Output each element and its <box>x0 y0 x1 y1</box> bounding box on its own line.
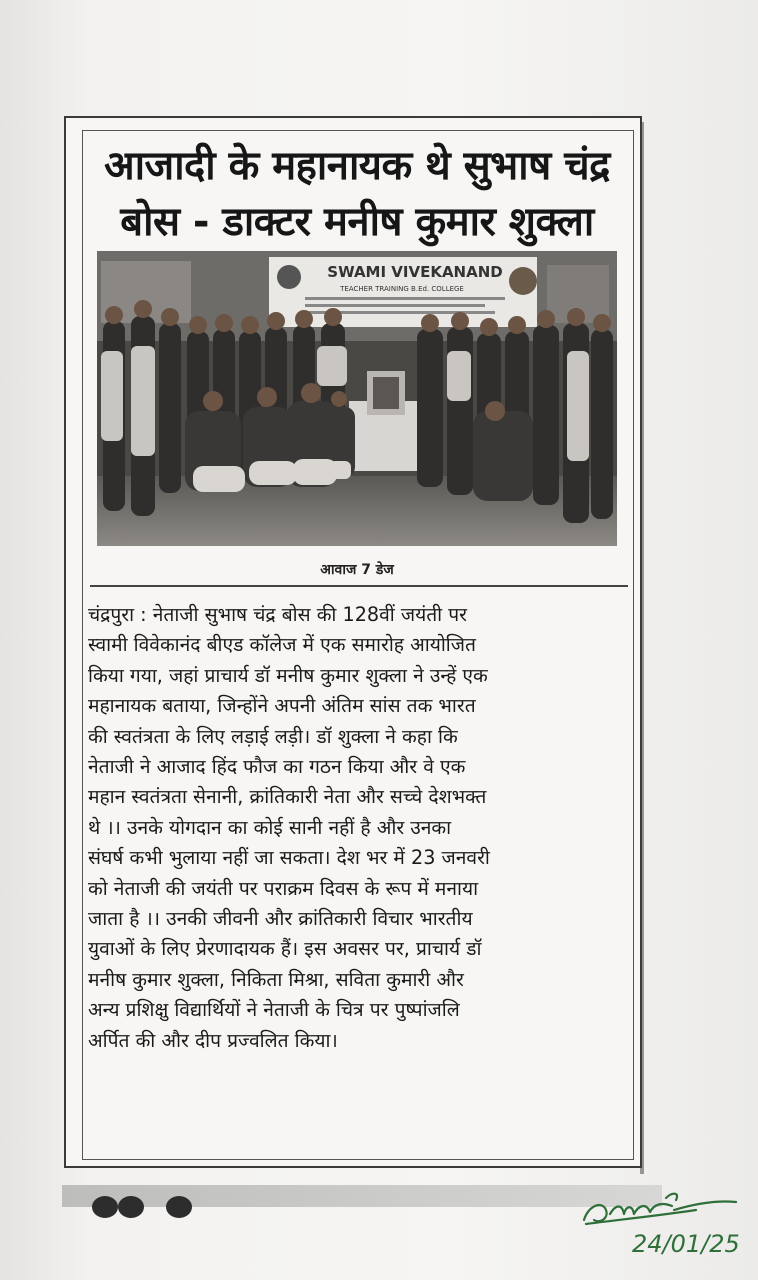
next-article-strip <box>62 1185 662 1207</box>
body-line: चंद्रपुरा : नेताजी सुभाष चंद्र बोस की 128वीं जयंती पर <box>88 603 467 626</box>
body-line: अन्य प्रशिक्षु विद्यार्थियों ने नेताजी के चित्र पर पुष्पांजलि <box>88 998 460 1022</box>
body-line: जाता है ।। उनकी जीवनी और क्रांतिकारी विचार भारतीय <box>88 907 473 931</box>
body-line: किया गया, जहां प्राचार्य डॉ मनीष कुमार शुक्ला ने उन्हें एक <box>88 663 488 687</box>
handwritten-signature <box>576 1180 756 1260</box>
signature-date: 24/01/25 <box>632 1230 740 1258</box>
photo-caption: आवाज 7 डेज <box>320 562 394 578</box>
body-line: संघर्ष कभी भुलाया नहीं जा सकता। देश भर में 23 जनवरी <box>88 846 490 870</box>
body-line: थे ।। उनके योगदान का कोई सानी नहीं है और उनका <box>88 815 452 839</box>
body-line: स्वामी विवेकानंद बीएड कॉलेज में एक समारोह आयोजित <box>88 633 476 657</box>
body-line: को नेताजी की जयंती पर पराक्रम दिवस के रूप में मनाया <box>88 876 479 900</box>
body-line: की स्वतंत्रता के लिए लड़ाई लड़ी। डॉ शुक्ला ने कहा कि <box>88 724 458 748</box>
decorative-dot <box>166 1196 192 1218</box>
decorative-dot <box>118 1196 144 1218</box>
decorative-dot <box>92 1196 118 1218</box>
banner-title: SWAMI VIVEKANAND <box>327 263 503 281</box>
caption-divider <box>90 585 628 587</box>
body-line: महानायक बताया, जिन्होंने अपनी अंतिम सांस तक भारत <box>88 694 476 718</box>
body-line: महान स्वतंत्रता सेनानी, क्रांतिकारी नेता और सच्चे देशभक्त <box>88 785 487 809</box>
body-line: अर्पित की और दीप प्रज्वलित किया। <box>88 1028 338 1052</box>
body-line: नेताजी ने आजाद हिंद फौज का गठन किया और वे एक <box>88 755 466 779</box>
article-headline: आजादी के महानायक थे सुभाष चंद्र बोस - डाक्टर मनीष कुमार शुक्ला <box>104 143 610 245</box>
body-line: मनीष कुमार शुक्ला, निकिता मिश्रा, सविता कुमारी और <box>88 967 464 991</box>
body-line: युवाओं के लिए प्रेरणादायक हैं। इस अवसर पर, प्राचार्य डॉ <box>88 937 482 961</box>
article-body <box>88 600 634 1056</box>
banner-subtitle: TEACHER TRAINING B.Ed. COLLEGE <box>340 285 464 293</box>
event-group-photo <box>97 251 617 546</box>
